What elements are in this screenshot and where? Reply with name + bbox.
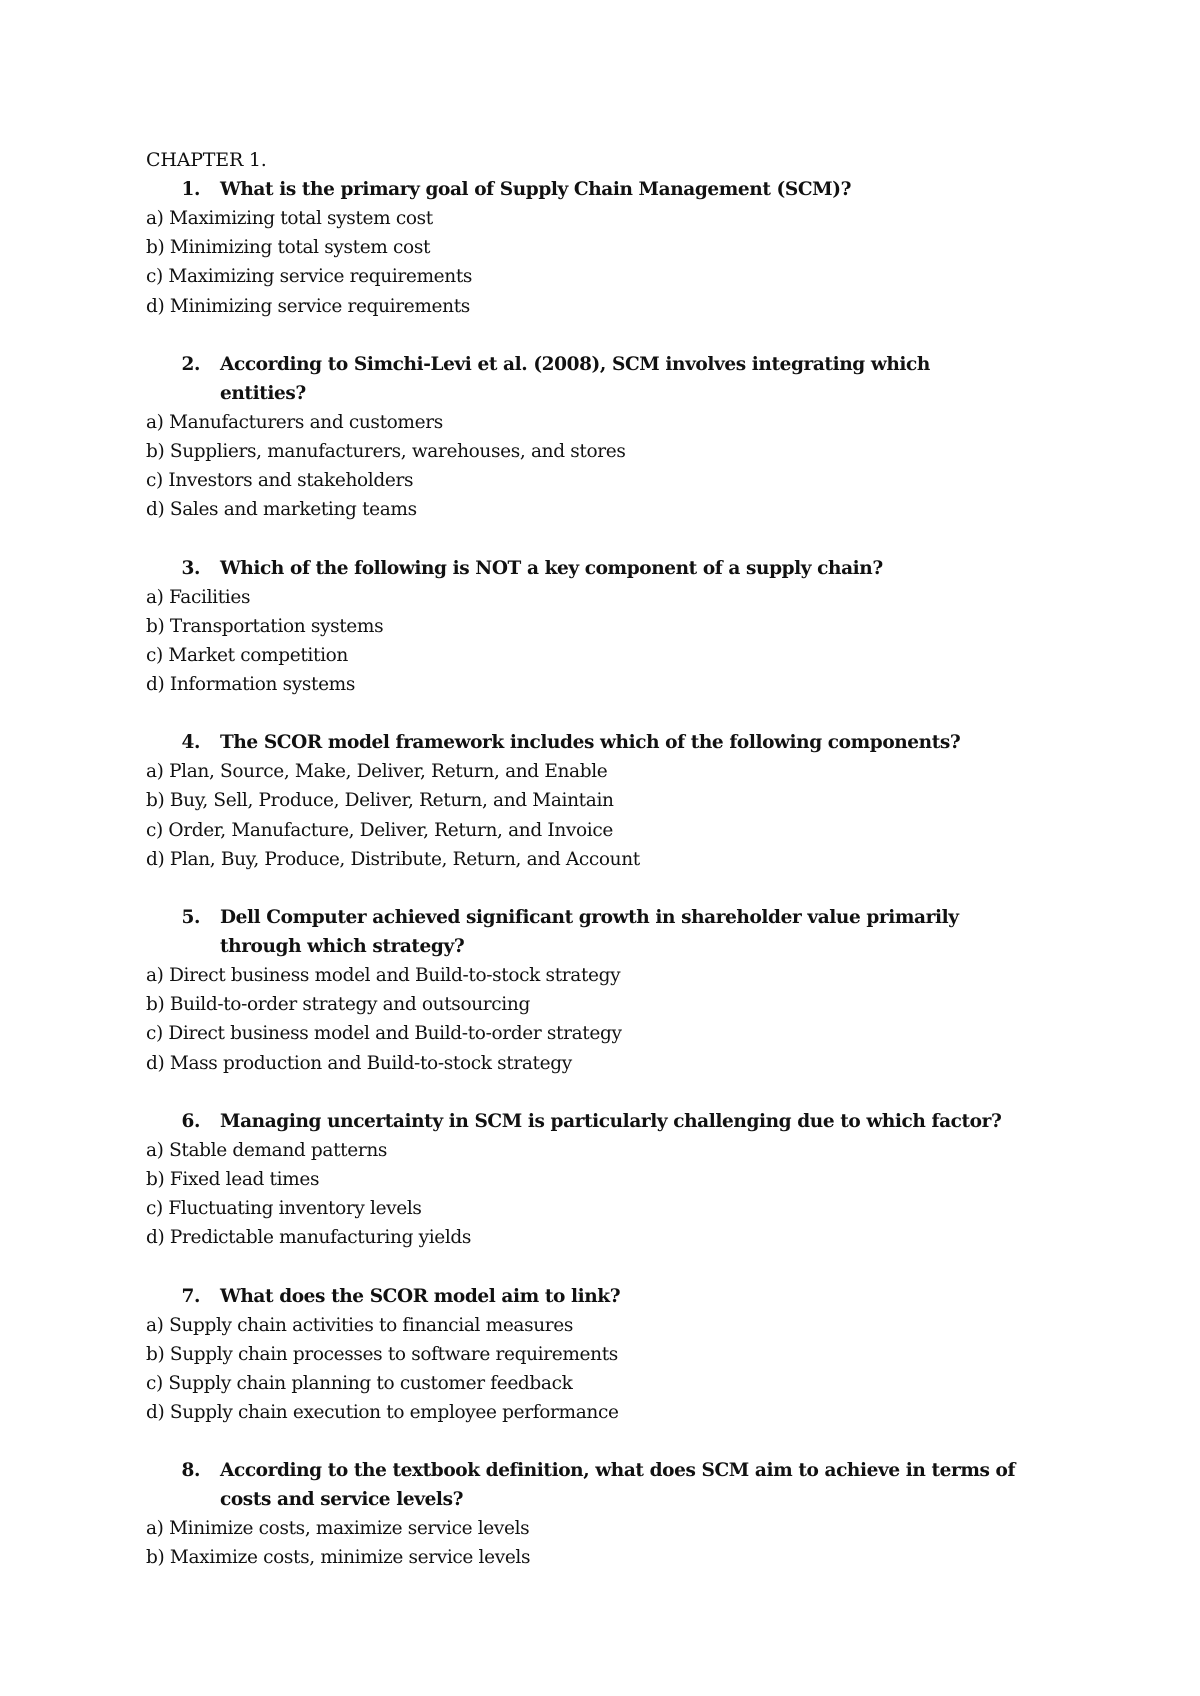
question-text: What is the primary goal of Supply Chain Management (SCM)? bbox=[220, 179, 852, 200]
answer-option: b) Minimizing total system cost bbox=[146, 237, 431, 259]
question-text: What does the SCOR model aim to link? bbox=[220, 1285, 621, 1307]
question-title bbox=[146, 1282, 1046, 1311]
question-number: 4. bbox=[181, 732, 200, 754]
answer-option: b) Transportation systems bbox=[146, 615, 384, 637]
answer-option: a) Supply chain activities to financial measures bbox=[146, 1314, 574, 1336]
answer-option: d) Mass production and Build-to-stock strategy bbox=[146, 1052, 572, 1074]
answer-option: a) Manufacturers and customers bbox=[146, 411, 443, 433]
question-title bbox=[146, 554, 1046, 583]
answer-option: a) Direct business model and Build-to-stock strategy bbox=[146, 965, 621, 986]
answer-option: d) Minimizing service requirements bbox=[146, 295, 470, 317]
answer-option: d) Supply chain execution to employee performance bbox=[146, 1402, 619, 1424]
question-text: According to the textbook definition, what does SCM aim to achieve in terms of costs and service levels? bbox=[220, 1460, 1016, 1511]
question-list bbox=[146, 175, 1046, 1573]
answer-option: d) Sales and marketing teams bbox=[146, 499, 417, 521]
answer-option: d) Predictable manufacturing yields bbox=[146, 1227, 472, 1249]
answer-option: b) Buy, Sell, Produce, Deliver, Return, and Maintain bbox=[146, 790, 614, 812]
question-number: 3. bbox=[181, 557, 200, 579]
answer-option: c) Direct business model and Build-to-order strategy bbox=[146, 1023, 622, 1045]
question-text: Managing uncertainty in SCM is particularly challenging due to which factor? bbox=[220, 1110, 1002, 1132]
question-title bbox=[146, 175, 1046, 204]
question-block bbox=[146, 350, 1046, 525]
answer-option: c) Investors and stakeholders bbox=[146, 470, 414, 492]
question-title bbox=[146, 903, 1046, 961]
answer-option: c) Maximizing service requirements bbox=[146, 266, 473, 288]
answer-option: b) Maximize costs, minimize service levels bbox=[146, 1547, 531, 1569]
question-title bbox=[146, 1107, 1046, 1136]
question-block bbox=[146, 175, 1046, 321]
question-number: 5. bbox=[181, 907, 200, 928]
answer-option: d) Plan, Buy, Produce, Distribute, Return, and Account bbox=[146, 848, 640, 870]
question-text: Which of the following is NOT a key component of a supply chain? bbox=[220, 557, 883, 579]
question-title bbox=[146, 350, 1046, 408]
question-block bbox=[146, 1107, 1046, 1253]
question-title bbox=[146, 1456, 1046, 1514]
answer-option: a) Plan, Source, Make, Deliver, Return, and Enable bbox=[146, 761, 608, 783]
question-number: 6. bbox=[181, 1110, 200, 1132]
answer-option: d) Information systems bbox=[146, 674, 356, 696]
question-number: 1. bbox=[181, 179, 200, 200]
answer-option: b) Build-to-order strategy and outsourcing bbox=[146, 994, 530, 1016]
question-block bbox=[146, 728, 1046, 874]
question-number: 7. bbox=[181, 1285, 200, 1307]
question-title bbox=[146, 728, 1046, 757]
answer-option: c) Fluctuating inventory levels bbox=[146, 1198, 422, 1220]
answer-option: c) Order, Manufacture, Deliver, Return, and Invoice bbox=[146, 819, 613, 841]
answer-option: b) Supply chain processes to software requirements bbox=[146, 1343, 618, 1365]
question-text: The SCOR model framework includes which of the following components? bbox=[220, 732, 961, 754]
question-number: 8. bbox=[181, 1460, 200, 1482]
question-text: Dell Computer achieved significant growth in shareholder value primarily through which strategy? bbox=[220, 907, 959, 957]
document-page bbox=[146, 146, 1046, 1573]
answer-option: c) Supply chain planning to customer feedback bbox=[146, 1372, 573, 1394]
question-block bbox=[146, 554, 1046, 700]
chapter-heading: CHAPTER 1. bbox=[146, 149, 267, 171]
question-text: According to Simchi-Levi et al. (2008), SCM involves integrating which entities? bbox=[220, 353, 930, 404]
answer-option: a) Stable demand patterns bbox=[146, 1139, 388, 1161]
answer-option: a) Facilities bbox=[146, 586, 251, 608]
answer-option: a) Maximizing total system cost bbox=[146, 208, 433, 229]
question-block bbox=[146, 1456, 1046, 1572]
question-block bbox=[146, 903, 1046, 1078]
answer-option: a) Minimize costs, maximize service levels bbox=[146, 1518, 530, 1540]
answer-option: b) Suppliers, manufacturers, warehouses, and stores bbox=[146, 440, 626, 462]
answer-option: c) Market competition bbox=[146, 644, 348, 666]
question-number: 2. bbox=[181, 353, 200, 375]
question-block bbox=[146, 1282, 1046, 1428]
answer-option: b) Fixed lead times bbox=[146, 1168, 320, 1190]
